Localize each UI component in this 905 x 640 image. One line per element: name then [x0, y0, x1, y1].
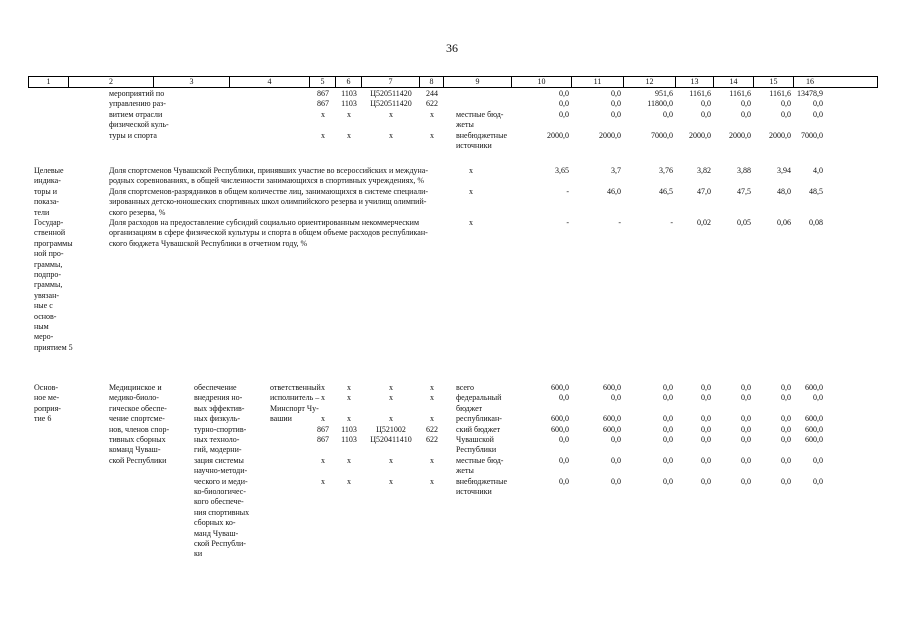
indicator-text-line: Доля расходов на предоставление субсидий социально ориентированным некоммерческим: [109, 218, 420, 227]
b3-row-value: 0,0: [701, 393, 711, 403]
b3-row-c8: 622: [426, 424, 438, 434]
indicator-value: 47,5: [737, 186, 751, 196]
measure-goal-line: ных физкуль-: [194, 414, 241, 424]
measure-goal-line: ки: [194, 549, 203, 559]
measure-name-line: нов, членов спор-: [109, 424, 170, 434]
indicator-value: 46,0: [607, 186, 621, 196]
indicator-label-line: ные с: [34, 301, 53, 311]
indicator-label-line: увязан-: [34, 290, 60, 300]
b3-row-source: Чувашской: [456, 435, 494, 444]
header-cell-7: 7: [362, 77, 420, 87]
b3-row-value: 0,0: [781, 476, 791, 486]
b3-row-c5: x: [321, 455, 325, 465]
b1-row-value: 1161,6: [729, 89, 751, 98]
b1-row-c6: 1103: [341, 99, 357, 109]
measure-name-line: команд Чуваш-: [109, 445, 161, 455]
header-cell-3: 3: [154, 77, 230, 87]
b1-row-value: 0,0: [701, 99, 711, 109]
measure-goal-line: внедрения но-: [194, 393, 243, 403]
b1-row-value: 0,0: [559, 99, 569, 109]
b1-row-value: 0,0: [741, 99, 751, 109]
b1-row-value: 0,0: [813, 109, 823, 119]
indicator-text-line: Доля спортсменов Чувашской Республики, принявших участие во всероссийских и междуна-: [109, 166, 429, 175]
b3-row-value: 600,0: [551, 424, 569, 434]
header-cell-8: 8: [420, 77, 444, 87]
indicator-value: 3,82: [697, 166, 711, 175]
indicator-x: x: [469, 218, 473, 227]
header-cell-9: 9: [444, 77, 512, 87]
b1-row-value: 7000,0: [651, 130, 673, 140]
b1-row-value: 0,0: [701, 109, 711, 119]
b3-row-value: 0,0: [741, 435, 751, 444]
b3-row-source: бюджет: [456, 403, 483, 413]
header-cell-12: 12: [624, 77, 676, 87]
b3-row-value: 600,0: [805, 424, 823, 434]
b3-row-c6: 1103: [341, 435, 357, 444]
b3-row-c7: x: [389, 455, 393, 465]
b3-row-value: 600,0: [603, 414, 621, 424]
measure-goal-line: ных техноло-: [194, 435, 240, 444]
b3-row-c7: Ц520411410: [370, 435, 412, 444]
b3-row-source: внебюджетные: [456, 476, 507, 486]
indicator-value: 3,76: [659, 166, 673, 175]
b3-row-c6: 1103: [341, 424, 357, 434]
b1-row-c8: x: [430, 130, 434, 140]
b3-row-value: 0,0: [701, 435, 711, 444]
b3-row-source: Республики: [456, 445, 497, 455]
b1-row-source: местные бюд-: [456, 109, 504, 119]
b3-row-value: 0,0: [663, 414, 673, 424]
b3-row-value: 600,0: [551, 414, 569, 424]
indicator-x: x: [469, 166, 473, 175]
b1-row-c8: 244: [426, 89, 438, 98]
indicator-text-line: родных соревнованиях, в общей численности занимающихся в спортивных учреждениях, %: [109, 176, 425, 186]
b1-row-c8: x: [430, 109, 434, 119]
header-cell-16: 16: [806, 77, 814, 86]
measure-name-line: медико-биоло-: [109, 393, 159, 403]
b1-row-value: 951,6: [655, 89, 673, 98]
measure-goal-line: вых эффектив-: [194, 403, 245, 413]
header-cell-14: 14: [714, 77, 754, 87]
indicator-value: 3,94: [777, 166, 791, 175]
header-cell-11: 11: [572, 77, 624, 87]
b3-row-value: 0,0: [611, 476, 621, 486]
indicator-value: 48,5: [809, 186, 823, 196]
b3-row-source: ский бюджет: [456, 424, 501, 434]
b3-row-source: жеты: [456, 466, 474, 476]
b3-row-value: 0,0: [611, 455, 621, 465]
b3-row-c8: x: [430, 476, 434, 486]
b1-row-value: 1161,6: [689, 89, 711, 98]
b1-row-value: 0,0: [611, 89, 621, 98]
header-cell-15: 15: [754, 77, 794, 87]
b3-row-value: 0,0: [663, 383, 673, 392]
measure-name-line: ской Республики: [109, 455, 167, 465]
b3-row-source: всего: [456, 383, 475, 392]
indicator-label-line: меро-: [34, 332, 54, 342]
indicator-text-line: ского резерва, %: [109, 207, 166, 217]
measure-goal-line: турно-спортив-: [194, 424, 247, 434]
b3-row-c5: x: [321, 393, 325, 403]
b1-row-c5: 867: [317, 89, 329, 98]
b1-row-value: 0,0: [741, 109, 751, 119]
b1-row-value: 0,0: [611, 99, 621, 109]
b3-row-c7: Ц521002: [376, 424, 406, 434]
b3-row-value: 0,0: [701, 476, 711, 486]
indicator-label-line: граммы,: [34, 259, 63, 269]
b1-row-value: 2000,0: [769, 130, 791, 140]
b1-row-value: 2000,0: [599, 130, 621, 140]
b1-row-value: 2000,0: [689, 130, 711, 140]
b3-row-source: источники: [456, 487, 492, 496]
b1-row-value: 0,0: [781, 99, 791, 109]
indicator-x: x: [469, 186, 473, 196]
indicator-label-line: граммы,: [34, 280, 63, 290]
measure-label-line: тие 6: [34, 414, 52, 424]
measure-label-line: Основ-: [34, 383, 59, 392]
measure-executor-line: исполнитель –: [270, 393, 320, 403]
b1-row-value: 11800,0: [647, 99, 673, 109]
indicator-label-line: основ-: [34, 311, 57, 321]
indicator-label-line: ной про-: [34, 249, 64, 259]
b3-row-value: 0,0: [701, 383, 711, 392]
indicator-label-line: торы и: [34, 186, 58, 196]
indicator-text-line: Доля спортсменов-разрядников в общем количестве лиц, занимающихся в системе специали-: [109, 186, 429, 196]
indicator-value: 3,7: [611, 166, 621, 175]
indicator-value: -: [566, 218, 569, 227]
b3-row-value: 600,0: [805, 414, 823, 424]
program-name-line: физической куль-: [109, 120, 169, 130]
indicator-text-line: зированных детско-юношеских спортивных школ олимпийского резерва и училищ олимпий-: [109, 197, 427, 207]
measure-executor-line: Минспорт Чу-: [270, 403, 319, 413]
b1-row-c5: x: [321, 130, 325, 140]
b1-row-c6: 1103: [341, 89, 357, 98]
b1-row-c8: 622: [426, 99, 438, 109]
header-cell-5: 5: [310, 77, 336, 87]
b3-row-value: 0,0: [663, 393, 673, 403]
header-cell-10: 10: [512, 77, 572, 87]
b1-row-value: 0,0: [663, 109, 673, 119]
b1-row-value: 2000,0: [547, 130, 569, 140]
b3-row-c6: x: [347, 414, 351, 424]
b3-row-value: 600,0: [805, 383, 823, 392]
b3-row-c6: x: [347, 476, 351, 486]
b3-row-c7: x: [389, 414, 393, 424]
b1-row-c6: x: [347, 109, 351, 119]
b3-row-value: 0,0: [701, 455, 711, 465]
indicator-value: 3,88: [737, 166, 751, 175]
b1-row-source: источники: [456, 141, 492, 150]
measure-name-line: Медицинское и: [109, 383, 162, 392]
b1-row-value: 2000,0: [729, 130, 751, 140]
b1-row-c7: Ц520511420: [370, 89, 412, 98]
b3-row-source: местные бюд-: [456, 455, 504, 465]
b3-row-source: федеральный: [456, 393, 502, 403]
b3-row-value: 0,0: [701, 424, 711, 434]
indicator-text-line: организациям в сфере физической культуры и спорта в общем объеме расходов республикан-: [109, 228, 428, 238]
measure-executor-line: вашии: [270, 414, 292, 424]
indicator-value: 0,08: [809, 218, 823, 227]
measure-name-line: чение спортсме-: [109, 414, 165, 424]
indicator-label-line: тели: [34, 207, 50, 217]
indicator-value: 48,0: [777, 186, 791, 196]
indicator-value: -: [618, 218, 621, 227]
b3-row-value: 600,0: [551, 383, 569, 392]
b3-row-value: 0,0: [813, 393, 823, 403]
b3-row-value: 600,0: [603, 383, 621, 392]
measure-goal-line: ко-биологичес-: [194, 487, 246, 496]
indicator-label-line: подпро-: [34, 270, 62, 279]
b3-row-value: 0,0: [741, 393, 751, 403]
indicator-label-line: ным: [34, 322, 49, 331]
b1-row-c7: x: [389, 109, 393, 119]
b3-row-c8: 622: [426, 435, 438, 444]
indicator-value: -: [670, 218, 673, 227]
b3-row-value: 0,0: [559, 476, 569, 486]
measure-goal-line: ческого и меди-: [194, 476, 248, 486]
measure-name-line: гическое обеспе-: [109, 403, 167, 413]
b1-row-value: 0,0: [611, 109, 621, 119]
b3-row-value: 0,0: [813, 476, 823, 486]
measure-goal-line: гий, модерни-: [194, 445, 242, 455]
b1-row-source: внебюджетные: [456, 130, 507, 140]
b3-row-c8: x: [430, 414, 434, 424]
header-cell-6: 6: [336, 77, 362, 87]
b3-row-value: 0,0: [813, 455, 823, 465]
indicator-label-line: Целевые: [34, 166, 64, 175]
b3-row-c5: 867: [317, 424, 329, 434]
b3-row-c6: x: [347, 393, 351, 403]
b3-row-c8: x: [430, 383, 434, 392]
measure-label-line: ное ме-: [34, 393, 60, 403]
indicator-label-line: Государ-: [34, 218, 64, 227]
program-name-line: витием отрасли: [109, 109, 163, 119]
table-header: [28, 76, 878, 88]
b3-row-value: 0,0: [663, 476, 673, 486]
page-number: 36: [446, 41, 458, 55]
header-cell-1: 1: [29, 77, 69, 87]
b1-row-value: 0,0: [559, 89, 569, 98]
indicator-value: 46,5: [659, 186, 673, 196]
b3-row-value: 0,0: [611, 393, 621, 403]
b1-row-c5: 867: [317, 99, 329, 109]
indicator-value: 0,05: [737, 218, 751, 227]
measure-goal-line: зация системы: [194, 455, 244, 465]
indicator-label-line: приятием 5: [34, 342, 73, 352]
measure-goal-line: научно-методи-: [194, 466, 248, 476]
b3-row-c7: x: [389, 476, 393, 486]
b3-row-c5: x: [321, 383, 325, 392]
measure-goal-line: ской Республи-: [194, 539, 246, 548]
b3-row-value: 0,0: [701, 414, 711, 424]
b3-row-value: 0,0: [741, 424, 751, 434]
header-cell-4: 4: [230, 77, 310, 87]
b3-row-c7: x: [389, 383, 393, 392]
b1-row-value: 13478,9: [797, 89, 823, 98]
measure-goal-line: ния спортивных: [194, 507, 250, 517]
b3-row-value: 0,0: [781, 435, 791, 444]
b3-row-value: 0,0: [559, 435, 569, 444]
b3-row-source: республикан-: [456, 414, 502, 424]
header-cell-13: 13: [676, 77, 714, 87]
b3-row-value: 0,0: [741, 414, 751, 424]
indicator-text-line: ского бюджета Чувашской Республики в отчетном году, %: [109, 238, 308, 248]
indicator-value: 0,06: [777, 218, 791, 227]
b3-row-c5: x: [321, 414, 325, 424]
b1-row-value: 1161,6: [769, 89, 791, 98]
measure-goal-line: обеспечение: [194, 383, 237, 392]
b3-row-value: 0,0: [741, 476, 751, 486]
b3-row-c5: x: [321, 476, 325, 486]
indicator-value: -: [566, 186, 569, 196]
b3-row-value: 0,0: [663, 435, 673, 444]
b1-row-source: жеты: [456, 120, 474, 130]
indicator-label-line: индика-: [34, 176, 61, 186]
b1-row-value: 0,0: [813, 99, 823, 109]
b1-row-value: 0,0: [559, 109, 569, 119]
measure-goal-line: манд Чуваш-: [194, 528, 239, 538]
indicator-value: 4,0: [813, 166, 823, 175]
b1-row-c5: x: [321, 109, 325, 119]
measure-executor-line: ответственный: [270, 383, 321, 392]
measure-label-line: роприя-: [34, 403, 61, 413]
b3-row-value: 0,0: [741, 455, 751, 465]
b3-row-value: 0,0: [781, 424, 791, 434]
b3-row-value: 0,0: [663, 424, 673, 434]
b3-row-c5: 867: [317, 435, 329, 444]
b1-row-c7: Ц520511420: [370, 99, 412, 109]
indicator-label-line: ственной: [34, 228, 66, 238]
indicator-label-line: показа-: [34, 197, 59, 207]
b3-row-value: 0,0: [663, 455, 673, 465]
b3-row-c8: x: [430, 455, 434, 465]
header-cell-2: 2: [69, 77, 154, 87]
measure-goal-line: сборных ко-: [194, 518, 236, 528]
b3-row-c6: x: [347, 383, 351, 392]
b3-row-value: 0,0: [781, 383, 791, 392]
b3-row-value: 600,0: [805, 435, 823, 444]
b3-row-value: 0,0: [781, 393, 791, 403]
b3-row-value: 600,0: [603, 424, 621, 434]
measure-goal-line: кого обеспече-: [194, 497, 244, 507]
b1-row-value: 7000,0: [801, 130, 823, 140]
b1-row-value: 0,0: [781, 109, 791, 119]
program-name-line: управлению раз-: [109, 99, 166, 109]
indicator-label-line: программы: [34, 238, 73, 248]
b1-row-c7: x: [389, 130, 393, 140]
program-name-line: мероприятий по: [109, 89, 165, 98]
b3-row-value: 0,0: [611, 435, 621, 444]
b3-row-c8: x: [430, 393, 434, 403]
measure-name-line: тивных сборных: [109, 435, 166, 444]
b3-row-c6: x: [347, 455, 351, 465]
b3-row-value: 0,0: [781, 414, 791, 424]
b3-row-c7: x: [389, 393, 393, 403]
b3-row-value: 0,0: [741, 383, 751, 392]
indicator-value: 47,0: [697, 186, 711, 196]
program-name-line: туры и спорта: [109, 130, 157, 140]
b1-row-c6: x: [347, 130, 351, 140]
indicator-value: 3,65: [555, 166, 569, 175]
b3-row-value: 0,0: [559, 455, 569, 465]
b3-row-value: 0,0: [781, 455, 791, 465]
indicator-value: 0,02: [697, 218, 711, 227]
b3-row-value: 0,0: [559, 393, 569, 403]
